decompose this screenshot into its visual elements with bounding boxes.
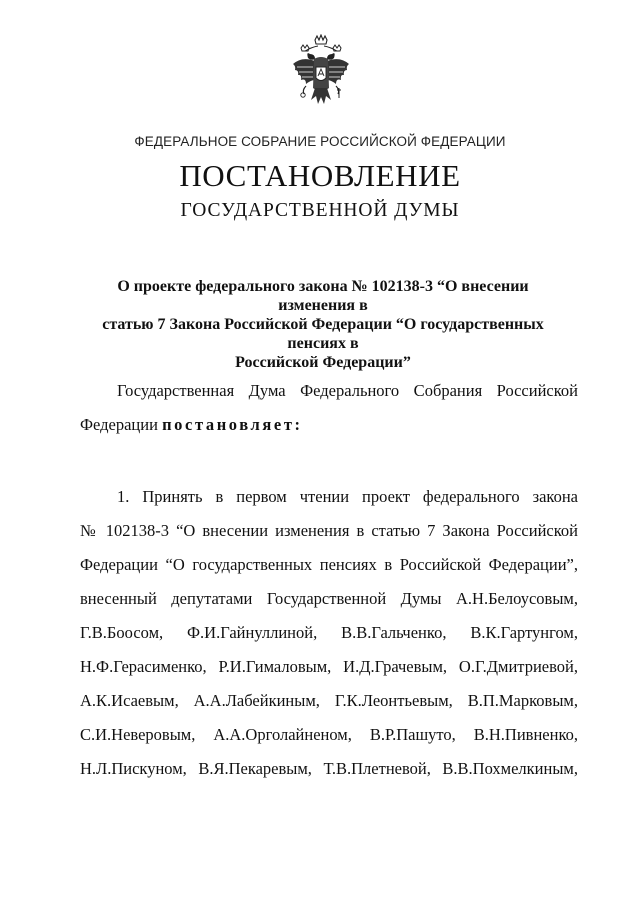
resolution-subject [88,277,558,372]
paragraph-line: С.И.Неверовым, А.А.Орголайненом, В.Р.Пашуто, В.Н.Пивненко, [80,725,578,744]
paragraph-line: № 102138-3 “О внесении изменения в статью 7 Закона Российской [80,521,578,540]
document-subtitle: ГОСУДАРСТВЕННОЙ ДУМЫ [180,200,460,221]
preamble-text: Федерации [80,415,163,434]
paragraph-line: Н.Л.Пискуном, В.Я.Пекаревым, Т.В.Плетневой, В.В.Похмелкиным, [80,759,578,778]
resolves-emphasis: постановляет: [162,415,303,434]
preamble-line [80,408,578,442]
paragraph-line: Федерации “О государственных пенсиях в Российской Федерации”, [80,555,578,574]
subject-line: О проекте федерального закона № 102138-3 “О внесении изменения в [117,278,529,314]
paragraph-line: Г.В.Боосом, Ф.И.Гайнуллиной, В.В.Гальченко, В.К.Гартунгом, [80,623,578,642]
subject-line: статью 7 Закона Российской Федерации “О государственных пенсиях в [102,316,544,352]
preamble-line: Государственная Дума Федерального Собрания Российской [117,381,578,400]
russian-coat-of-arms-icon [288,34,354,114]
paragraph-line: Н.Ф.Герасименко, Р.И.Гималовым, И.Д.Грачевым, О.Г.Дмитриевой, [80,657,578,676]
preamble-paragraph [80,374,578,442]
item-1-paragraph [80,480,578,786]
paragraph-line: А.К.Исаевым, А.А.Лабейкиным, Г.К.Леонтьевым, В.П.Марковым, [80,691,578,710]
paragraph-line: 1. Принять в первом чтении проект федерального закона [117,487,578,506]
document-title: ПОСТАНОВЛЕНИЕ [179,158,461,193]
subject-line: Российской Федерации” [235,354,411,371]
organization-name: ФЕДЕРАЛЬНОЕ СОБРАНИЕ РОССИЙСКОЙ ФЕДЕРАЦИИ [134,134,506,149]
paragraph-line: внесенный депутатами Государственной Думы А.Н.Белоусовым, [80,589,578,608]
